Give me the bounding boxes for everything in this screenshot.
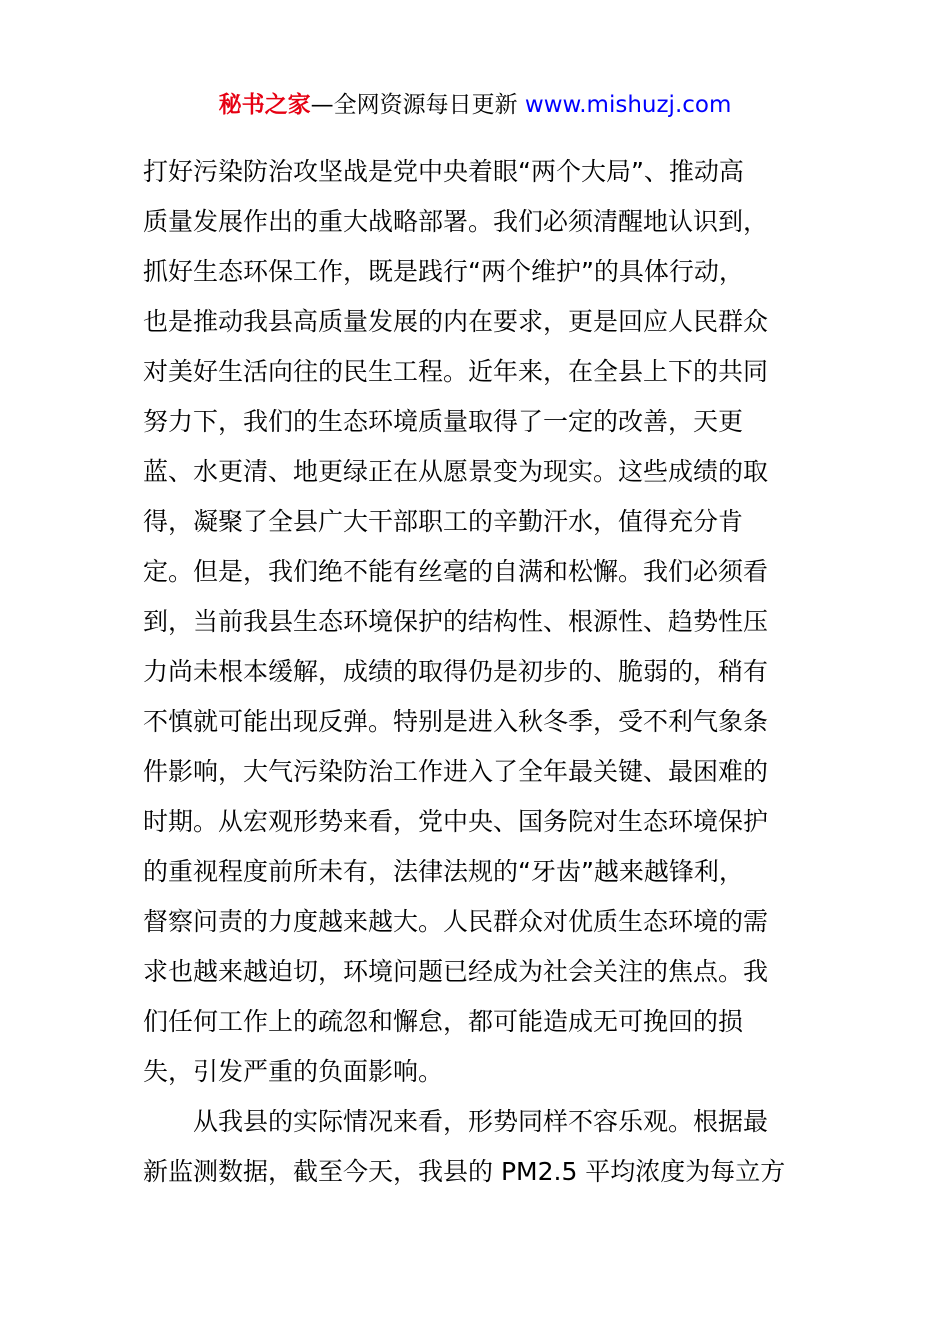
- text-line: 定。但是，我们绝不能有丝毫的自满和松懈。我们必须看: [143, 557, 769, 586]
- brand-name: 秘书之家: [218, 92, 311, 118]
- text-line: 得，凝聚了全县广大干部职工的辛勤汗水，值得充分肯: [143, 507, 744, 536]
- paragraph-first-line: 从我县的实际情况来看，形势同样不容乐观。根据最: [193, 1107, 769, 1136]
- text-line: 抓好生态环保工作，既是践行“两个维护”的具体行动，: [143, 257, 744, 286]
- site-url[interactable]: www.mishuzj.com: [524, 92, 732, 118]
- document-body: [143, 147, 813, 1197]
- text-line: 对美好生活向往的民生工程。近年来，在全县上下的共同: [143, 357, 769, 386]
- header-tagline: —全网资源每日更新: [310, 92, 525, 118]
- text-line: 们任何工作上的疏忽和懈怠，都可能造成无可挽回的损: [143, 1007, 744, 1036]
- text-line: 的重视程度前所未有，法律法规的“牙齿”越来越锋利，: [143, 857, 744, 886]
- page-header: [0, 88, 950, 122]
- text-line: 力尚未根本缓解，成绩的取得仍是初步的、脆弱的，稍有: [143, 657, 769, 686]
- text-line: 失，引发严重的负面影响。: [143, 1057, 444, 1086]
- text-line: 督察问责的力度越来越大。人民群众对优质生态环境的需: [143, 907, 769, 936]
- text-line: 质量发展作出的重大战略部署。我们必须清醒地认识到，: [143, 207, 769, 236]
- text-line: 时期。从宏观形势来看，党中央、国务院对生态环境保护: [143, 807, 769, 836]
- text-line: 求也越来越迫切，环境问题已经成为社会关注的焦点。我: [143, 957, 769, 986]
- text-line: 蓝、水更清、地更绿正在从愿景变为现实。这些成绩的取: [143, 457, 769, 486]
- text-line: 努力下，我们的生态环境质量取得了一定的改善，天更: [143, 407, 744, 436]
- text-line: 新监测数据，截至今天，我县的 PM2.5 平均浓度为每立方: [143, 1157, 786, 1186]
- text-line: 件影响，大气污染防治工作进入了全年最关键、最困难的: [143, 757, 769, 786]
- text-line: 不慎就可能出现反弹。特别是进入秋冬季，受不利气象条: [143, 707, 769, 736]
- text-line: 也是推动我县高质量发展的内在要求，更是回应人民群众: [143, 307, 769, 336]
- text-line: 到，当前我县生态环境保护的结构性、根源性、趋势性压: [143, 607, 769, 636]
- text-line: 打好污染防治攻坚战是党中央着眼“两个大局”、推动高: [143, 157, 744, 186]
